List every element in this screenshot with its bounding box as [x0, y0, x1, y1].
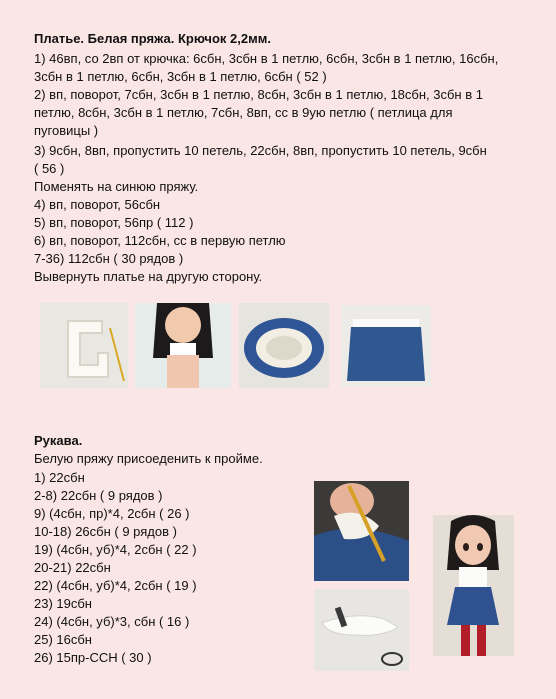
- sleeve-line: 2-8) 22сбн ( 9 рядов ): [34, 488, 163, 503]
- dress-line: 3) 9сбн, 8вп, пропустить 10 петель, 22сбн, 8вп, пропустить 10 петель, 9сбн: [34, 143, 487, 158]
- sleeve-line: 19) (4сбн, уб)*4, 2сбн ( 22 ): [34, 542, 197, 557]
- photo-sleeve-hook: [314, 481, 409, 581]
- sleeve-line: 25) 16сбн: [34, 632, 92, 647]
- dress-line: 5) вп, поворот, 56пр ( 112 ): [34, 215, 194, 230]
- sleeve-line: Белую пряжу присоеденить к пройме.: [34, 451, 263, 466]
- photo-doll-with-dress: [433, 515, 514, 656]
- dress-line: ( 56 ): [34, 161, 65, 176]
- dress-line: 1) 46вп, со 2вп от крючка: 6сбн, 3сбн в 1 петлю, 6сбн, 3сбн в 1 петлю, 16сбн,: [34, 51, 499, 66]
- photo-doll-yoke: [135, 303, 231, 388]
- sleeve-line: 22) (4сбн, уб)*4, 2сбн ( 19 ): [34, 578, 197, 593]
- sleeve-line: 9) (4сбн, пр)*4, 2сбн ( 26 ): [34, 506, 190, 521]
- sleeves-title: Рукава.: [34, 433, 83, 448]
- dress-line: 4) вп, поворот, 56сбн: [34, 197, 161, 212]
- dress-line: Поменять на синюю пряжу.: [34, 179, 199, 194]
- dress-line: 6) вп, поворот, 112сбн, сс в первую петлю: [34, 233, 286, 248]
- dress-line: 2) вп, поворот, 7сбн, 3сбн в 1 петлю, 8сбн, 3сбн в 1 петлю, 18сбн, 3сбн в 1: [34, 87, 483, 102]
- sleeve-line: 1) 22сбн: [34, 470, 85, 485]
- sleeve-line: 20-21) 22сбн: [34, 560, 111, 575]
- photo-blue-ring: [239, 303, 329, 388]
- dress-title: Платье. Белая пряжа. Крючок 2,2мм.: [34, 31, 271, 46]
- dress-line: пуговицы ): [34, 123, 99, 138]
- dress-line: 7-36) 112сбн ( 30 рядов ): [34, 251, 184, 266]
- dress-line: 3сбн в 1 петлю, 6сбн, 3сбн в 1 петлю, 6сбн ( 52 ): [34, 69, 327, 84]
- photo-sleeve-finished: [314, 589, 409, 671]
- sleeve-line: 26) 15пр-ССН ( 30 ): [34, 650, 152, 665]
- sleeve-line: 23) 19сбн: [34, 596, 92, 611]
- sleeve-line: 10-18) 26сбн ( 9 рядов ): [34, 524, 177, 539]
- photo-white-yoke: [40, 303, 128, 388]
- dress-line: петлю, 8сбн, 3сбн в 1 петлю, 7сбн, 8вп, сс в 9ую петлю ( петлица для: [34, 105, 453, 120]
- sleeve-line: 24) (4сбн, уб)*3, сбн ( 16 ): [34, 614, 190, 629]
- photo-blue-skirt: [341, 305, 431, 387]
- dress-line: Вывернуть платье на другую сторону.: [34, 269, 263, 284]
